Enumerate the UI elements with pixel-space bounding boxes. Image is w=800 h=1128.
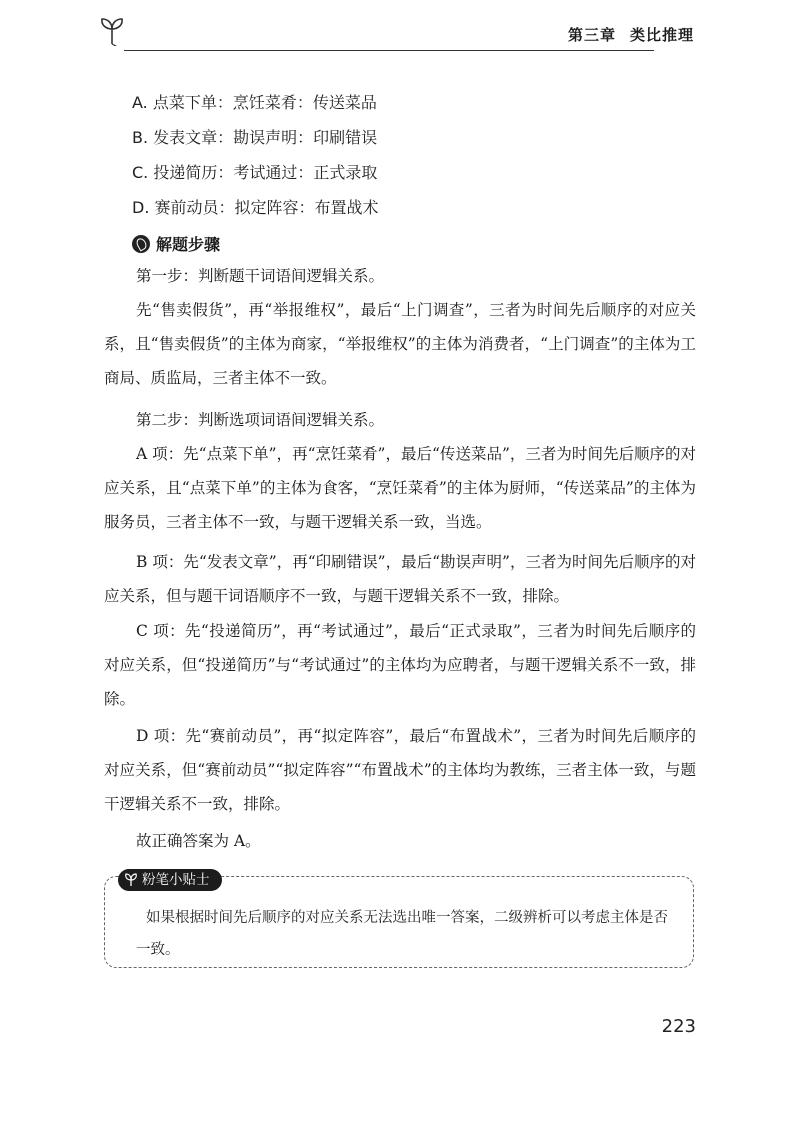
tip-text: 如果根据时间先后顺序的对应关系无法选出唯一答案，二级辨析可以考虑主体是否一致。 [136,910,668,958]
chapter-title [554,24,694,45]
step-two: 第二步：判断选项词语间逻辑关系。 [136,411,385,429]
page-header [98,14,694,50]
option-a: A. 点菜下单：烹饪菜肴：传送菜品 [132,93,377,112]
analysis-a: A 项：先“点菜下单”，再“烹饪菜肴”，最后“传送菜品”，三者为时间先后顺序的对应关系，且“点菜下单”的主体为食客，“烹饪菜肴”的主体为厨师，“传送菜品”的主体为服务员，三者主体不一致，与题干逻辑关系一致，当选。 [104,445,696,531]
solution-steps-heading [132,232,220,255]
header-rule [124,50,654,51]
option-d: D. 赛前动员：拟定阵容：布置战术 [132,198,379,217]
analysis-b: B 项：先“发表文章”，再“印刷错误”，最后“勘误声明”，三者为时间先后顺序的对应关系，但与题干词语顺序不一致，与题干逻辑关系不一致，排除。 [104,553,696,605]
tip-label-text: 粉笔小贴士 [142,872,210,888]
option-c: C. 投递简历：考试通过：正式录取 [132,163,378,182]
analysis-d: D 项：先“赛前动员”，再“拟定阵容”，最后“布置战术”，三者为时间先后顺序的对应关系，但“赛前动员”“拟定阵容”“布置战术”的主体均为教练，三者主体一致，与题干逻辑关系不一致，排除。 [104,727,696,813]
analysis-c: C 项：先“投递简历”，再“考试通过”，最后“正式录取”，三者为时间先后顺序的对应关系，但“投递简历”与“考试通过”的主体均为应聘者，与题干逻辑关系不一致，排除。 [104,622,696,708]
option-b: B. 发表文章：勘误声明：印刷错误 [132,128,378,147]
stem-analysis: 先“售卖假货”，再“举报维权”，最后“上门调查”，三者为时间先后顺序的对应关系，且“售卖假货”的主体为商家，“举报维权”的主体为消费者，“上门调查”的主体为工商局、质监局，三者主体不一致。 [104,301,696,387]
solution-steps-title: 解题步骤 [156,235,221,254]
tip-label [118,869,222,891]
step-one: 第一步：判断题干词语间逻辑关系。 [136,267,385,285]
pen-icon [132,235,150,253]
leaf-icon [124,873,138,887]
page-number: 223 [661,1016,696,1037]
chapter-name: 类比推理 [629,26,694,44]
chapter-number: 第三章 [567,26,616,44]
sprout-icon [98,16,126,46]
answer: 故正确答案为 A。 [136,832,261,850]
